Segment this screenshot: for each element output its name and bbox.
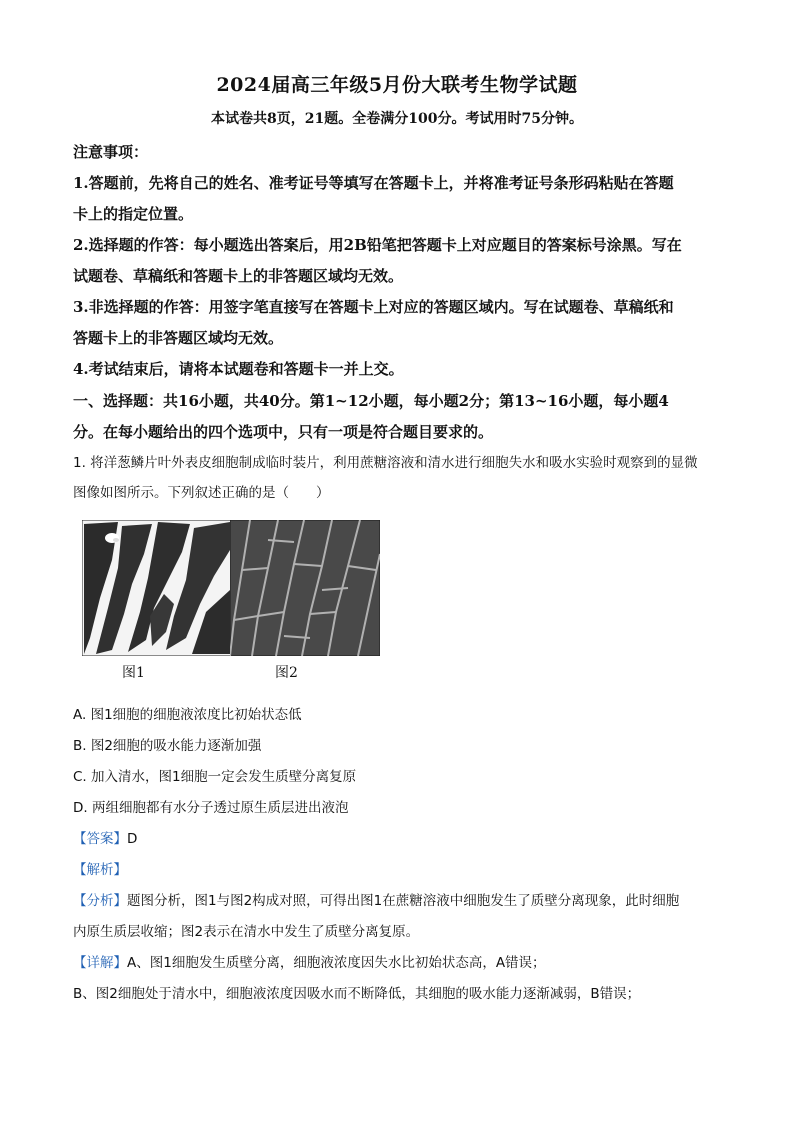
note-line: 1.答题前，先将自己的姓名、准考证号等填写在答题卡上，并将准考证号条形码粘贴在答题 bbox=[73, 174, 674, 192]
option-d: D. 两组细胞都有水分子透过原生质层进出液泡 bbox=[73, 800, 349, 816]
figure-2-micrograph bbox=[230, 520, 380, 656]
answer-label: 【答案】 bbox=[73, 831, 127, 847]
detail-label: 【详解】 bbox=[73, 955, 127, 971]
figure-1-micrograph bbox=[82, 520, 232, 656]
note-line: 4.考试结束后，请将本试题卷和答题卡一并上交。 bbox=[73, 360, 404, 378]
fenxi-text: 题图分析，图1与图2构成对照，可得出图1在蔗糖溶液中细胞发生了质壁分离现象，此时细胞 bbox=[127, 893, 680, 909]
question-stem-cont: 图像如图所示。下列叙述正确的是（ ） bbox=[73, 485, 330, 501]
detail-text: A、图1细胞发生质壁分离，细胞液浓度因失水比初始状态高，A错误； bbox=[127, 955, 546, 971]
analysis-label: 【解析】 bbox=[73, 862, 127, 878]
figure-1-caption: 图1 bbox=[122, 665, 145, 681]
note-line: 答题卡上的非答题区域均无效。 bbox=[73, 329, 284, 347]
fenxi-line bbox=[73, 889, 733, 909]
note-line: 试题卷、草稿纸和答题卡上的非答题区域均无效。 bbox=[73, 267, 404, 285]
notes-heading: 注意事项： bbox=[73, 143, 149, 161]
option-c: C. 加入清水，图1细胞一定会发生质壁分离复原 bbox=[73, 769, 357, 785]
section-heading: 一、选择题：共16小题，共40分。第1~12小题，每小题2分；第13~16小题，每小题4 bbox=[73, 392, 669, 410]
figure-2-caption: 图2 bbox=[275, 665, 298, 681]
note-line: 3.非选择题的作答：用签字笔直接写在答题卡上对应的答题区域内。写在试题卷、草稿纸和 bbox=[73, 298, 674, 316]
question-stem: 1. 将洋葱鳞片叶外表皮细胞制成临时装片，利用蔗糖溶液和清水进行细胞失水和吸水实验时观察到的显微 bbox=[73, 455, 698, 471]
analysis-heading bbox=[73, 858, 733, 878]
section-heading-cont: 分。在每小题给出的四个选项中，只有一项是符合题目要求的。 bbox=[73, 423, 494, 441]
option-a: A. 图1细胞的细胞液浓度比初始状态低 bbox=[73, 707, 302, 723]
fenxi-label: 【分析】 bbox=[73, 893, 127, 909]
detail-line bbox=[73, 951, 733, 971]
exam-info: 本试卷共8页，21题。全卷满分100分。考试用时75分钟。 bbox=[211, 111, 583, 127]
page-title: 2024届高三年级5月份大联考生物学试题 bbox=[216, 74, 578, 96]
note-line: 2.选择题的作答：每小题选出答案后，用2B铅笔把答题卡上对应题目的答案标号涂黑。写在 bbox=[73, 236, 682, 254]
fenxi-text-cont: 内原生质层收缩；图2表示在清水中发生了质壁分离复原。 bbox=[73, 924, 420, 940]
answer-line bbox=[73, 827, 733, 847]
detail-text-cont: B、图2细胞处于清水中，细胞液浓度因吸水而不断降低，其细胞的吸水能力逐渐减弱，B错误； bbox=[73, 986, 641, 1002]
note-line: 卡上的指定位置。 bbox=[73, 205, 194, 223]
option-b: B. 图2细胞的吸水能力逐渐加强 bbox=[73, 738, 262, 754]
answer-value: D bbox=[127, 831, 138, 847]
